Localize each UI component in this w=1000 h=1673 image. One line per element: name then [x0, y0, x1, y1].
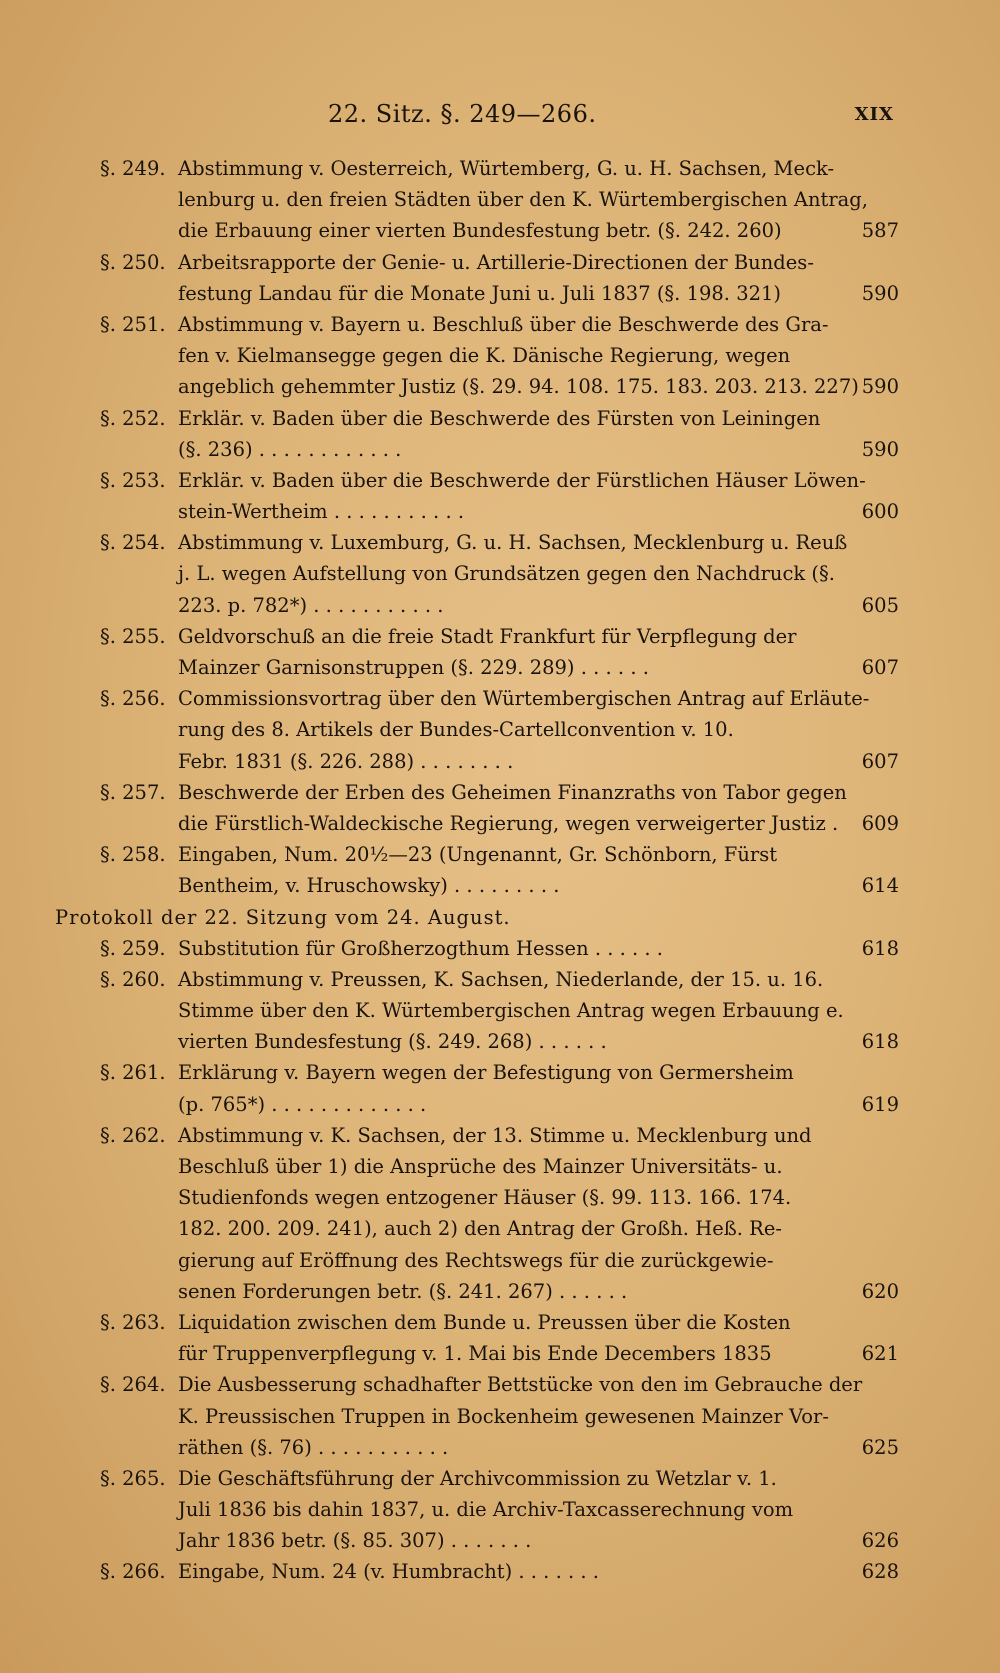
toc-line	[0, 184, 1000, 215]
entry-text: die Erbauung einer vierten Bundesfestung betr. (§. 242. 260)	[178, 219, 782, 243]
toc-line	[0, 371, 1000, 402]
section-number: §. 257.	[100, 780, 166, 804]
protocol-text: Protokoll der 22. Sitzung vom 24. August.	[55, 905, 511, 929]
section-number: §. 253.	[100, 468, 166, 492]
section-number: §. 249.	[100, 157, 166, 180]
toc-entry	[0, 1556, 1000, 1587]
page-number: 590	[861, 375, 899, 399]
entry-text: Abstimmung v. Luxemburg, G. u. H. Sachsen, Mecklenburg u. Reuß	[178, 531, 848, 555]
toc-line	[0, 1026, 1000, 1057]
entry-text: Stimme über den K. Würtembergischen Antrag wegen Erbauung e.	[178, 999, 844, 1023]
entry-text: Abstimmung v. Oesterreich, Würtemberg, G. u. H. Sachsen, Meck-	[178, 157, 835, 180]
toc-line	[0, 340, 1000, 371]
page-number: 609	[861, 811, 899, 835]
entry-text: (§. 236) . . . . . . . . . . . .	[178, 437, 402, 461]
toc-entry	[0, 1307, 1000, 1369]
entry-text: fen v. Kielmansegge gegen die K. Dänische Regierung, wegen	[178, 344, 791, 368]
section-number: §. 256.	[100, 687, 166, 711]
section-number: §. 265.	[100, 1466, 166, 1490]
toc-entry	[0, 933, 1000, 964]
toc-line	[0, 1369, 1000, 1400]
entry-text: j. L. wegen Aufstellung von Grundsätzen gegen den Nachdruck (§.	[178, 562, 835, 586]
page-number: 619	[861, 1092, 899, 1116]
section-number: §. 258.	[100, 843, 166, 867]
running-header	[0, 100, 1000, 140]
page-number: 600	[861, 500, 899, 524]
toc-line	[0, 247, 1000, 278]
header-title: 22. Sitz. §. 249—266.	[328, 100, 597, 128]
toc-entry	[0, 683, 1000, 777]
page-number: 620	[861, 1279, 899, 1303]
section-number: §. 266.	[100, 1560, 166, 1584]
toc-line	[0, 964, 1000, 995]
entry-text: Bentheim, v. Hruschowsky) . . . . . . . . .	[178, 874, 560, 898]
toc-line	[0, 1213, 1000, 1244]
toc-line	[0, 434, 1000, 465]
entry-text: stein-Wertheim . . . . . . . . . . .	[178, 500, 465, 524]
toc-line	[0, 746, 1000, 777]
entry-text: Arbeitsrapporte der Genie- u. Artillerie-Directionen der Bundes-	[178, 250, 814, 274]
table-of-contents	[0, 153, 1000, 1588]
toc-entry	[0, 964, 1000, 1058]
toc-entry	[0, 403, 1000, 465]
toc-line	[0, 621, 1000, 652]
toc-entry	[0, 1057, 1000, 1119]
entry-text: Febr. 1831 (§. 226. 288) . . . . . . . .	[178, 749, 514, 773]
toc-line	[0, 496, 1000, 527]
entry-text: Die Ausbesserung schadhafter Bettstücke von den im Gebrauche der	[178, 1373, 863, 1397]
page-number: 628	[861, 1560, 899, 1584]
section-number: §. 264.	[100, 1373, 166, 1397]
section-number: §. 255.	[100, 624, 166, 648]
page-folio: XIX	[854, 104, 894, 125]
toc-line	[0, 1401, 1000, 1432]
entry-text: vierten Bundesfestung (§. 249. 268) . . . . . .	[178, 1030, 607, 1054]
toc-line	[0, 839, 1000, 870]
page-number: 618	[861, 1030, 899, 1054]
page-number: 621	[861, 1342, 899, 1366]
toc-line	[0, 1494, 1000, 1525]
section-number: §. 262.	[100, 1123, 166, 1147]
toc-entry	[0, 1369, 1000, 1463]
entry-text: Substitution für Großherzogthum Hessen . . . . . .	[178, 936, 664, 960]
entry-text: Erklär. v. Baden über die Beschwerde des Fürsten von Leiningen	[178, 406, 821, 430]
entry-text: 182. 200. 209. 241), auch 2) den Antrag der Großh. Heß. Re-	[178, 1217, 782, 1241]
toc-line	[0, 808, 1000, 839]
toc-line	[0, 777, 1000, 808]
toc-line	[0, 1525, 1000, 1556]
entry-text: für Truppenverpflegung v. 1. Mai bis Ende Decembers 1835	[178, 1342, 772, 1366]
entry-text: Beschwerde der Erben des Geheimen Finanzraths von Tabor gegen	[178, 780, 847, 804]
section-number: §. 263.	[100, 1310, 166, 1334]
page-number: 626	[861, 1529, 899, 1553]
toc-line	[0, 1463, 1000, 1494]
protocol-heading	[0, 902, 1000, 933]
toc-entry	[0, 153, 1000, 247]
entry-text: Geldvorschuß an die freie Stadt Frankfurt für Verpflegung der	[178, 624, 797, 648]
toc-line	[0, 1057, 1000, 1088]
entry-text: räthen (§. 76) . . . . . . . . . . .	[178, 1435, 449, 1459]
toc-line	[0, 1338, 1000, 1369]
toc-line	[0, 1432, 1000, 1463]
entry-text: Commissionsvortrag über den Würtembergischen Antrag auf Erläute-	[178, 687, 870, 711]
toc-entry	[0, 1120, 1000, 1307]
toc-line	[0, 527, 1000, 558]
entry-text: lenburg u. den freien Städten über den K. Würtembergischen Antrag,	[178, 188, 868, 212]
toc-line	[0, 215, 1000, 246]
page-number: 607	[861, 656, 899, 679]
entry-text: Erklär. v. Baden über die Beschwerde der Fürstlichen Häuser Löwen-	[178, 468, 866, 492]
entry-text: Mainzer Garnisonstruppen (§. 229. 289) . . . . . .	[178, 656, 649, 679]
toc-line	[0, 652, 1000, 683]
entry-text: Jahr 1836 betr. (§. 85. 307) . . . . . . .	[178, 1529, 532, 1553]
toc-line	[0, 590, 1000, 621]
toc-entry	[0, 1463, 1000, 1557]
toc-entry	[0, 465, 1000, 527]
section-number: §. 250.	[100, 250, 166, 274]
page-number: 587	[861, 219, 899, 243]
toc-entry	[0, 777, 1000, 839]
entry-text: Abstimmung v. Preussen, K. Sachsen, Niederlande, der 15. u. 16.	[178, 967, 824, 991]
section-number: §. 251.	[100, 312, 166, 336]
page-number: 625	[861, 1435, 899, 1459]
toc-line	[0, 1276, 1000, 1307]
toc-line	[0, 995, 1000, 1026]
toc-line	[0, 1556, 1000, 1587]
toc-line	[0, 1120, 1000, 1151]
toc-line	[0, 1182, 1000, 1213]
page-number: 590	[861, 437, 899, 461]
section-number: §. 260.	[100, 967, 166, 991]
toc-line	[0, 403, 1000, 434]
entry-text: Liquidation zwischen dem Bunde u. Preussen über die Kosten	[178, 1310, 791, 1334]
entry-text: festung Landau für die Monate Juni u. Juli 1837 (§. 198. 321)	[178, 281, 782, 305]
toc-line	[0, 714, 1000, 745]
entry-text: Eingaben, Num. 20½—23 (Ungenannt, Gr. Schönborn, Fürst	[178, 843, 778, 867]
entry-text: K. Preussischen Truppen in Bockenheim gewesenen Mainzer Vor-	[178, 1404, 829, 1428]
entry-text: gierung auf Eröffnung des Rechtswegs für die zurückgewie-	[178, 1248, 774, 1272]
toc-line	[0, 309, 1000, 340]
toc-line	[0, 1089, 1000, 1120]
section-number: §. 254.	[100, 531, 166, 555]
entry-text: 223. p. 782*) . . . . . . . . . . .	[178, 593, 444, 617]
toc-line	[0, 153, 1000, 184]
entry-text: Beschluß über 1) die Ansprüche des Mainzer Universitäts- u.	[178, 1155, 783, 1178]
toc-line	[0, 465, 1000, 496]
entry-text: die Fürstlich-Waldeckische Regierung, wegen verweigerter Justiz .	[178, 811, 839, 835]
toc-line	[0, 1307, 1000, 1338]
entry-text: senen Forderungen betr. (§. 241. 267) . . . . . .	[178, 1279, 628, 1303]
toc-line	[0, 1151, 1000, 1182]
section-number: §. 261.	[100, 1061, 166, 1085]
entry-text: Juli 1836 bis dahin 1837, u. die Archiv-Taxcasserechnung vom	[178, 1498, 794, 1522]
toc-line	[0, 902, 1000, 933]
page-number: 590	[861, 281, 899, 305]
toc-line	[0, 683, 1000, 714]
toc-entry	[0, 309, 1000, 403]
entry-text: Abstimmung v. Bayern u. Beschluß über die Beschwerde des Gra-	[178, 312, 829, 336]
toc-entry	[0, 527, 1000, 621]
section-number: §. 259.	[100, 936, 166, 960]
section-number: §. 252.	[100, 406, 166, 430]
toc-entry	[0, 247, 1000, 309]
toc-entry	[0, 839, 1000, 901]
page-number: 614	[861, 874, 899, 898]
toc-line	[0, 1245, 1000, 1276]
page-number: 618	[861, 936, 899, 960]
entry-text: rung des 8. Artikels der Bundes-Cartellconvention v. 10.	[178, 718, 734, 742]
page-number: 605	[861, 593, 899, 617]
entry-text: (p. 765*) . . . . . . . . . . . . .	[178, 1092, 427, 1116]
toc-line	[0, 278, 1000, 309]
entry-text: Erklärung v. Bayern wegen der Befestigung von Germersheim	[178, 1061, 794, 1085]
entry-text: Abstimmung v. K. Sachsen, der 13. Stimme u. Mecklenburg und	[178, 1123, 812, 1147]
toc-entry	[0, 621, 1000, 683]
entry-text: Studienfonds wegen entzogener Häuser (§. 99. 113. 166. 174.	[178, 1186, 792, 1210]
entry-text: angeblich gehemmter Justiz (§. 29. 94. 108. 175. 183. 203. 213. 227)	[178, 375, 859, 399]
toc-line	[0, 558, 1000, 589]
toc-line	[0, 933, 1000, 964]
entry-text: Die Geschäftsführung der Archivcommission zu Wetzlar v. 1.	[178, 1466, 777, 1490]
entry-text: Eingabe, Num. 24 (v. Humbracht) . . . . . . .	[178, 1560, 599, 1584]
page-number: 607	[861, 749, 899, 773]
toc-line	[0, 870, 1000, 901]
